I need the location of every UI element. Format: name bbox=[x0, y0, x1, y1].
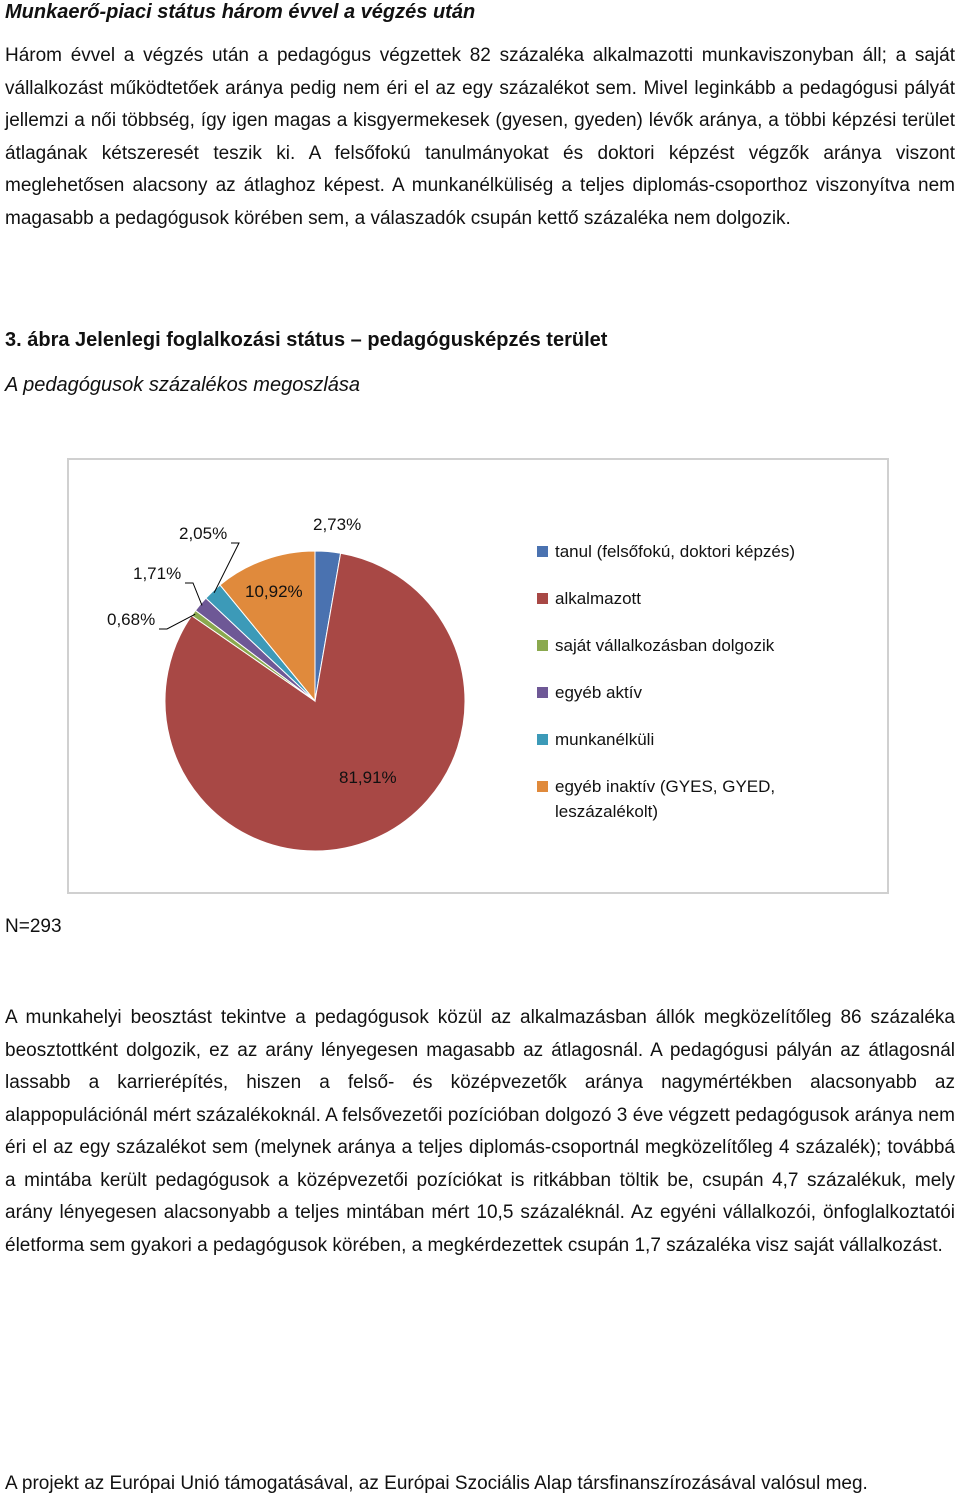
legend-label: egyéb aktív bbox=[555, 683, 642, 702]
sample-size-note: N=293 bbox=[5, 916, 62, 937]
pie-chart bbox=[67, 458, 889, 894]
legend-label: saját vállalkozásban dolgozik bbox=[555, 636, 775, 655]
legend-swatch bbox=[537, 593, 548, 604]
data-label-4: 2,05% bbox=[179, 524, 228, 543]
data-label-1: 81,91% bbox=[339, 768, 397, 787]
data-label-0: 2,73% bbox=[313, 515, 362, 534]
legend-swatch bbox=[537, 734, 548, 745]
legend-swatch bbox=[537, 781, 548, 792]
data-label-5: 10,92% bbox=[245, 582, 303, 601]
data-label-2: 0,68% bbox=[107, 610, 156, 629]
section-heading: Munkaerő-piaci státus három évvel a végzés után bbox=[5, 1, 476, 23]
footer-note: A projekt az Európai Unió támogatásával, az Európai Szociális Alap társfinanszírozásával valósul meg. bbox=[5, 1473, 868, 1494]
legend-label: munkanélküli bbox=[555, 730, 655, 749]
legend-label: alkalmazott bbox=[555, 589, 641, 608]
legend-swatch bbox=[537, 546, 548, 557]
figure-subtitle: A pedagógusok százalékos megoszlása bbox=[5, 374, 361, 396]
leader-line-3 bbox=[185, 583, 202, 605]
intro-paragraph: Három évvel a végzés után a pedagógus végzettek 82 százaléka alkalmazotti munkaviszonyban áll; a saját vállalkozást működtetőek aránya pedig nem éri el az egy százalékot sem. Mivel leginkább a pedagógusi pályát jellemzi a női többség, így igen magas a kisgyermekesek (gyesen, gyeden) lévők aránya, a többi képzési terület átlagának kétszeresét teszik ki. A felsőfokú tanulmányokat és doktori képzést végzők aránya viszont meglehetősen alacsony az átlaghoz képest. A munkanélküliség a teljes diplomás-csoporthoz viszonyítva nem magasabb a pedagógusok körében sem, a válaszadók csupán kettő százaléka nem dolgozik. bbox=[5, 45, 955, 229]
figure-title: 3. ábra Jelenlegi foglalkozási státus – pedagógusképzés terület bbox=[5, 329, 608, 351]
body-paragraph: A munkahelyi beosztást tekintve a pedagógusok közül az alkalmazásban állók megközelítőleg 86 százaléka beosztottként dolgozik, ez az arány lényegesen magasabb az átlagosnál. A pedagógusi pályán az átlagosnál lassabb a karrierépítés, hiszen a felső- és középvezetők aránya nagymértékben alacsonyabb az alappopulációnál mért százalékoknál. A felsővezetői pozícióban dolgozó 3 éve végzett pedagógusok aránya nem éri el az egy százalékot sem (melynek aránya a teljes diplomás-csoportnál megközelítőleg 4 százalék); továbbá a mintába került pedagógusok a középvezetői pozíciókat is ritkábban töltik be, csupán 4,7 százalékuk, mely arány lényegesen alacsonyabb a teljes mintában mért 10,5 százaléknál. Az egyéni vállalkozói, önfoglalkoztatói életforma sem gyakori a pedagógusok körében, a megkérdezettek csupán 1,7 százaléka visz saját vállalkozást. bbox=[5, 1007, 955, 1256]
data-label-3: 1,71% bbox=[133, 564, 182, 583]
legend-swatch bbox=[537, 640, 548, 651]
legend-label: egyéb inaktív (GYES, GYED, leszázalékolt) bbox=[555, 777, 776, 821]
legend-swatch bbox=[537, 687, 548, 698]
legend-label: tanul (felsőfokú, doktori képzés) bbox=[555, 542, 796, 561]
